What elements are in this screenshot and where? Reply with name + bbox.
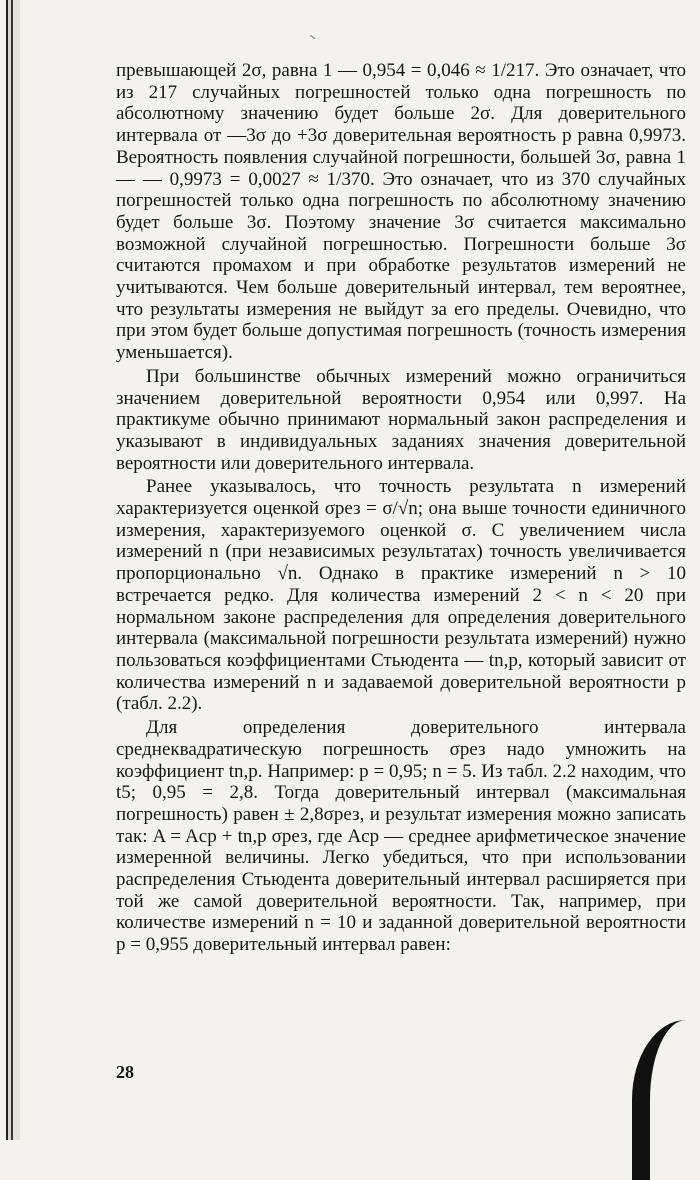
paragraph-2: При большинстве обычных измерений можно ограничиться значением доверительной вероятности 0,954 или 0,997. На практикуме обычно принимают нормальный закон распределения и указывают в индивидуальных заданиях значения доверительной вероятности или доверительного интервала. [116, 365, 686, 474]
scan-binding-edge [6, 0, 20, 1140]
paragraph-1: превышающей 2σ, равна 1 — 0,954 = 0,046 ≈ 1/217. Это означает, что из 217 случайных погрешностей только одна погрешность по абсолютному значению будет больше 2σ. Для доверительного интервала от —3σ до +3σ доверительная вероятность p равна 0,9973. Вероятность появления случайной погрешности, большей 3σ, равна 1 — — 0,9973 = 0,0027 ≈ 1/370. Это означает, что из 370 случайных погрешностей только одна погрешность по абсолютному значению будет больше 3σ. Поэтому значение 3σ считается максимально возможной случайной погрешностью. Погрешности больше 3σ считаются промахом и при обработке результатов измерений не учитываются. Чем больше доверительный интервал, тем вероятнее, что результаты измерения не выйдут за его пределы. Очевидно, что при этом будет больше допустимая погрешность (точность измерения уменьшается). [116, 60, 686, 364]
paragraph-4: Для определения доверительного интервала среднеквадратическую погрешность σрез надо умножить на коэффициент tn,p. Например: p = 0,95; n = 5. Из табл. 2.2 находим, что t5; 0,95 = 2,8. Тогда доверительный интервал (максимальная погрешность) равен ± 2,8σрез, и результат измерения можно записать так: A = Aср + tn,p σрез, где Aср — среднее арифметическое значение измеренной величины. Легко убедиться, что при использовании распределения Стьюдента доверительный интервал расширяется при той же самой доверительной вероятности. Так, например, при количестве измерений n = 10 и заданной доверительной вероятности p = 0,955 доверительный интервал равен: [116, 717, 686, 956]
scan-mark [307, 35, 316, 44]
scan-page-curl [632, 1020, 700, 1180]
page-body [116, 60, 686, 956]
paragraph-3: Ранее указывалось, что точность результата n измерений характеризуется оценкой σрез = σ/√n; она выше точности единичного измерения, характеризуемого оценкой σ. С увеличением числа измерений n (при независимых результатах) точность увеличивается пропорционально √n. Однако в практике измерений n > 10 встречается редко. Для количества измерений 2 < n < 20 при нормальном законе распределения для определения доверительного интервала (максимальной погрешности результата измерений) нужно пользоваться коэффициентами Стьюдента — tn,p, который зависит от количества измерений n и задаваемой доверительной вероятности p (табл. 2.2). [116, 476, 686, 715]
page-number: 28 [116, 1062, 134, 1082]
